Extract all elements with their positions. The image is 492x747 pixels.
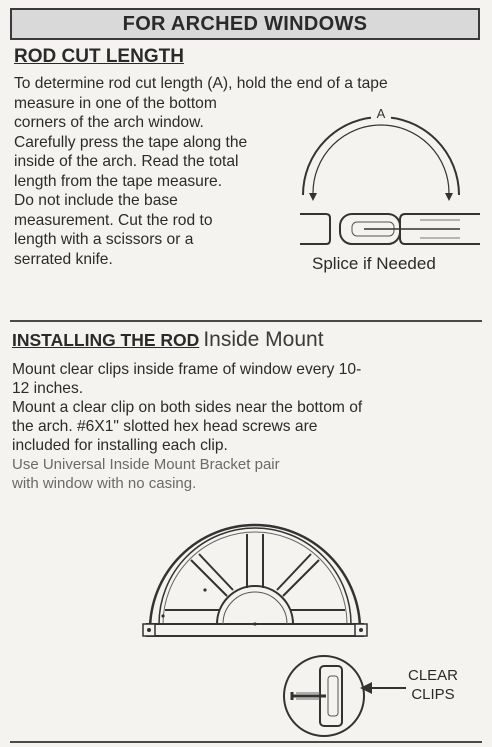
instruction-line: Use Universal Inside Mount Bracket pair: [12, 456, 280, 473]
installing-rod-heading: [12, 328, 324, 352]
arched-window-illustration: [135, 512, 375, 652]
rod-splice-diagram: [300, 210, 480, 250]
instruction-line: Mount a clear clip on both sides near the bottom of: [12, 399, 363, 416]
instruction-line: 12 inches.: [12, 380, 84, 397]
banner-title: FOR ARCHED WINDOWS: [122, 12, 368, 35]
splice-caption: Splice if Needed: [312, 254, 436, 273]
instruction-line: To determine rod cut length (A), hold the end of a tape: [14, 75, 388, 92]
rod-cut-length-heading: ROD CUT LENGTH: [14, 46, 184, 67]
section-banner: [10, 8, 480, 40]
instruction-line: Mount clear clips inside frame of window every 10-: [12, 361, 362, 378]
instruction-line: corners of the arch window.: [14, 114, 204, 131]
clear-clip-detail: [280, 652, 370, 742]
bottom-divider: [10, 741, 482, 743]
instruction-line: included for installing each clip.: [12, 437, 228, 454]
clear-clips-line1: CLEAR: [408, 667, 459, 684]
arch-measurement-diagram: [295, 100, 475, 200]
instruction-line: the arch. #6X1" slotted hex head screws are: [12, 418, 318, 435]
clip-pointer-arrow: [358, 678, 408, 698]
instruction-line: serrated knife.: [14, 250, 113, 268]
instruction-line: measurement. Cut the rod to: [14, 211, 213, 229]
installing-heading-bold: INSTALLING THE ROD: [12, 330, 200, 350]
installing-heading-normal: Inside Mount: [203, 328, 324, 351]
instruction-line: inside of the arch. Read the total: [14, 153, 239, 170]
section-divider: [10, 320, 482, 322]
arch-label-a: A: [376, 106, 386, 121]
installing-instructions: [12, 360, 362, 493]
instruction-line: Do not include the base: [14, 192, 178, 209]
clear-clips-label: [408, 666, 458, 704]
instruction-line: with window with no casing.: [12, 475, 197, 492]
instruction-line: measure in one of the bottom: [14, 94, 217, 112]
instruction-line: length from the tape measure.: [14, 172, 223, 190]
clear-clips-line2: CLIPS: [411, 686, 455, 703]
instruction-line: Carefully press the tape along the: [14, 133, 248, 151]
instruction-line: length with a scissors or a: [14, 231, 194, 248]
